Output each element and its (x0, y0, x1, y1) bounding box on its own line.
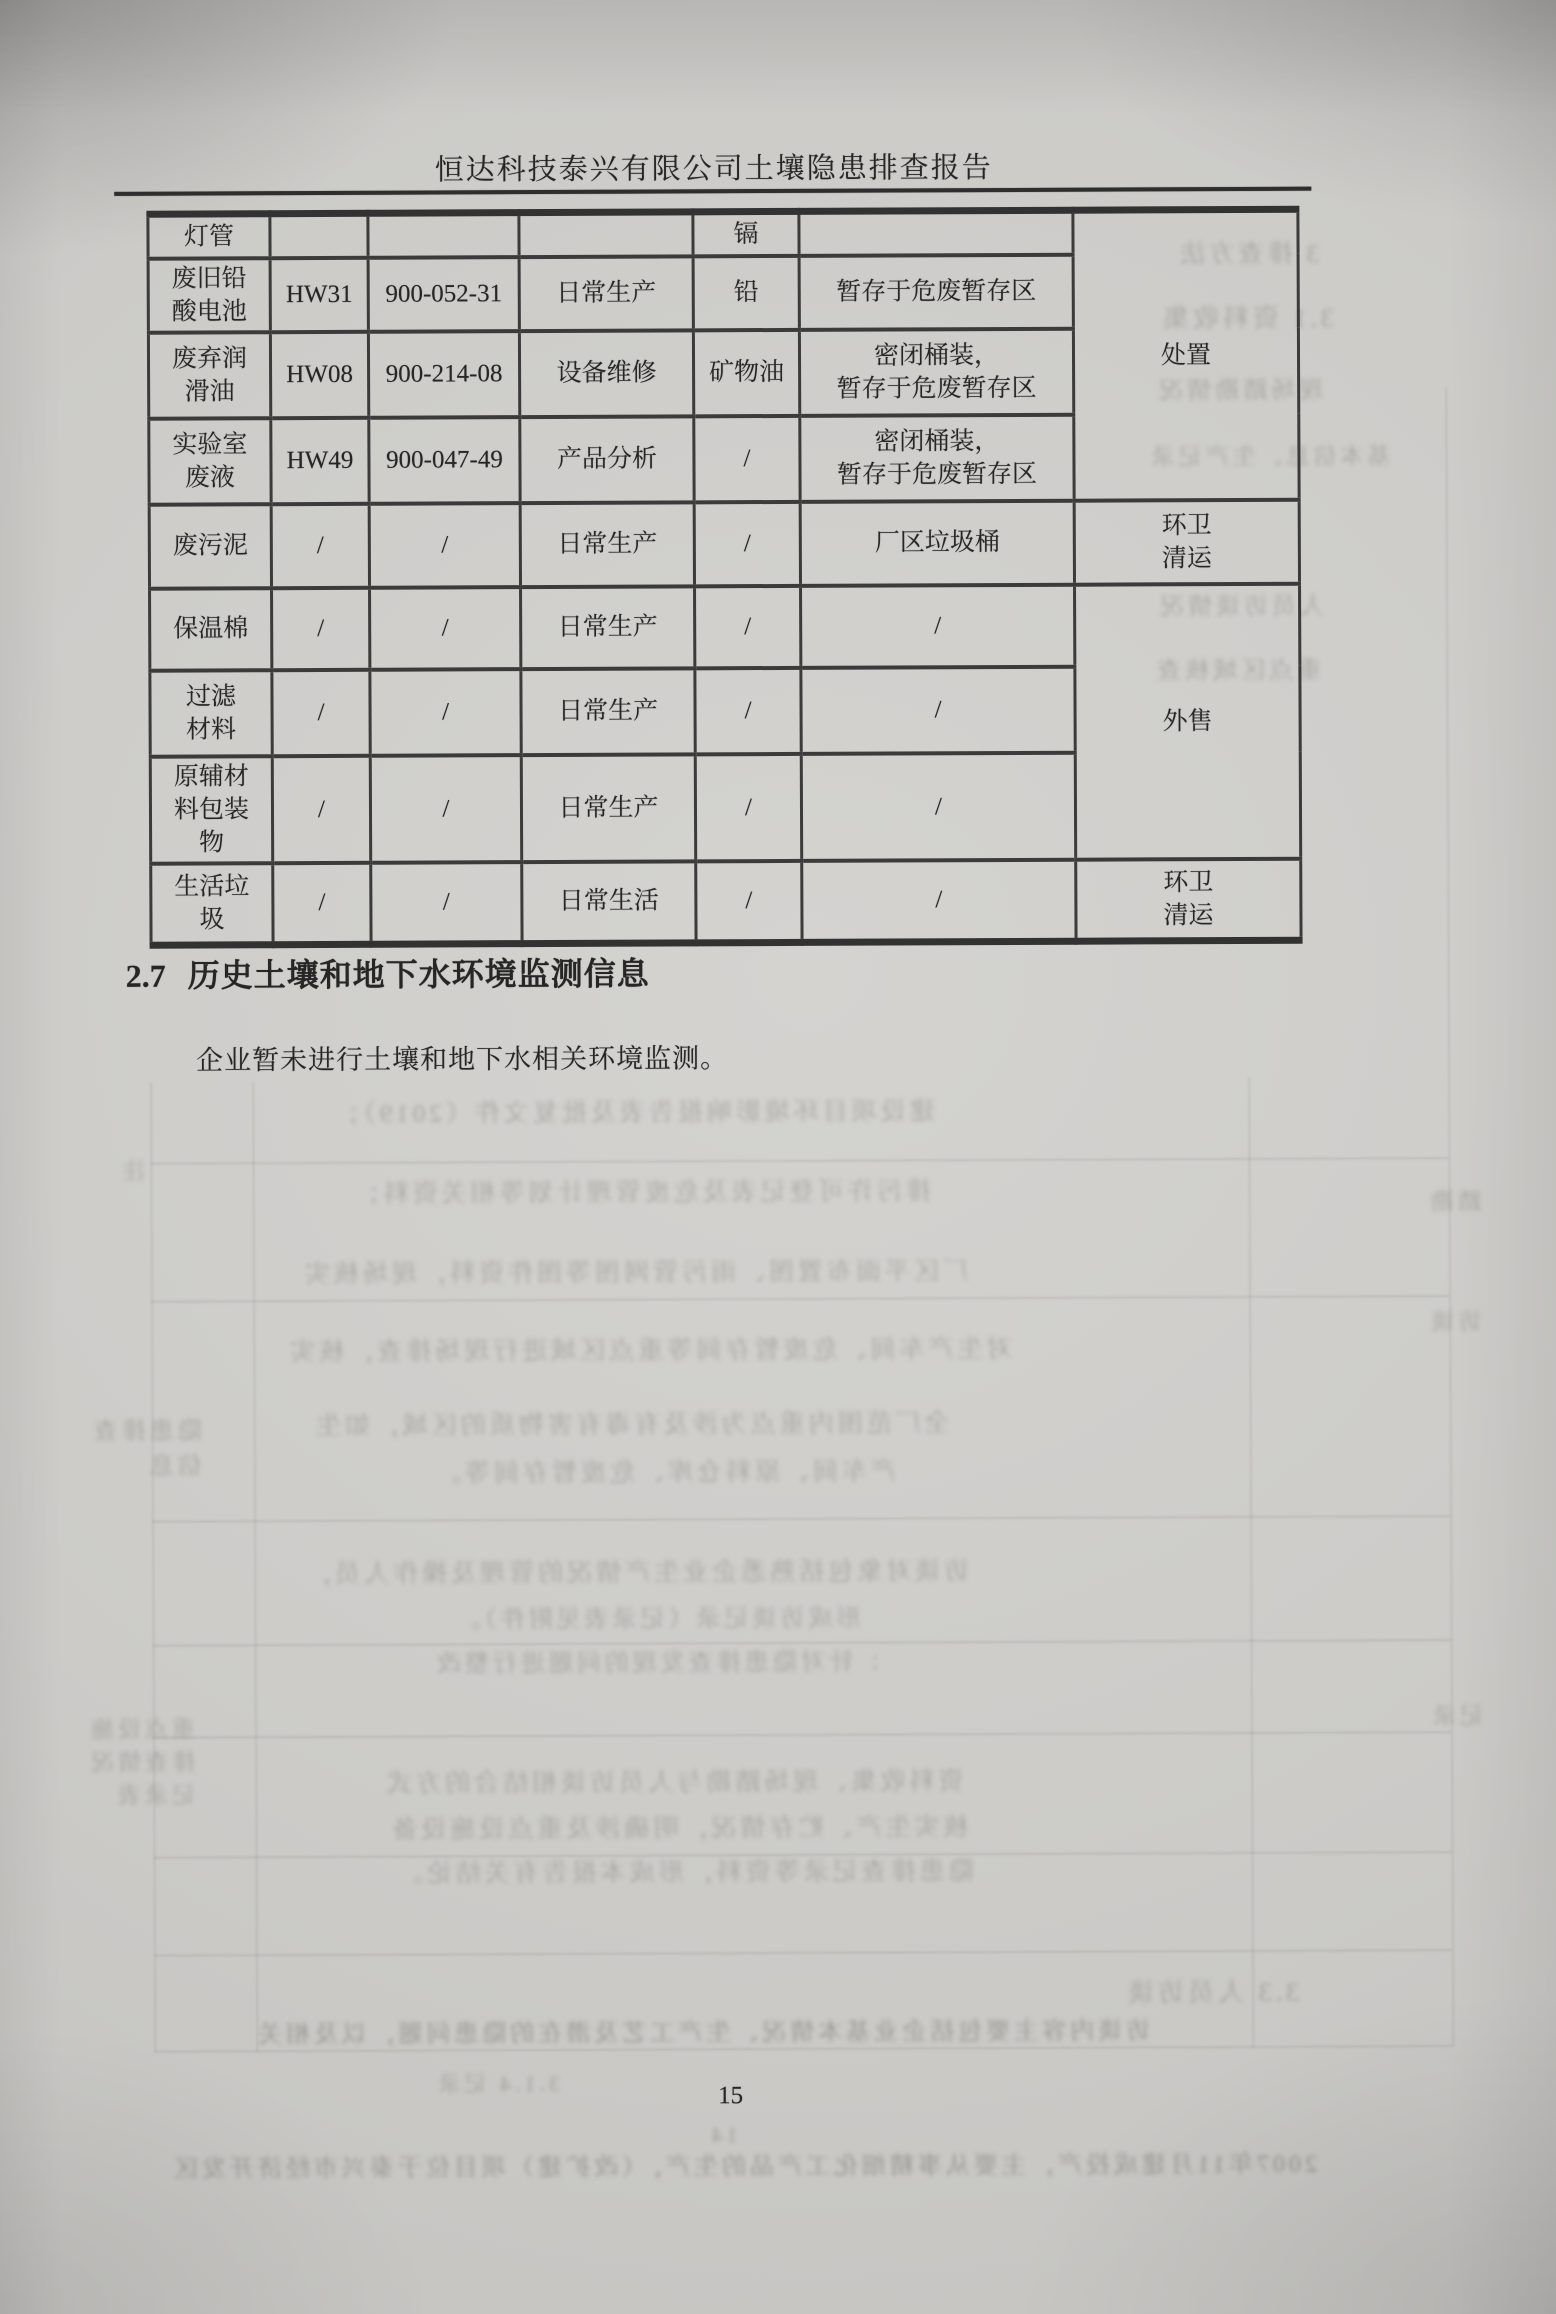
waste-name-cell: 灯管 (148, 214, 270, 259)
bleed-through-text: 访谈对象包括熟悉企业生产情况的管理及操作人员， (302, 1558, 970, 1589)
waste-category-cell: HW08 (270, 331, 368, 417)
waste-code-cell: / (370, 587, 521, 670)
main-component-cell: / (696, 860, 802, 942)
main-component-cell: / (694, 415, 800, 501)
disposal-cell: 处置 (1073, 209, 1299, 500)
generation-stage-cell: 日常生产 (521, 668, 695, 755)
bleed-through-text: 访谈内容主要包括企业基本情况、生产工艺及潜在的隐患问题，以及相关 (254, 2018, 1151, 2049)
bleed-through-text: 3.3 人员访谈 (1124, 1977, 1300, 2008)
waste-code-cell (368, 213, 519, 258)
section-paragraph: 企业暂未进行土壤和地下水相关环境监测。 (196, 1043, 729, 1076)
waste-code-cell: / (369, 503, 520, 588)
bleed-through-text: 14 (707, 2122, 738, 2148)
storage-cell: / (801, 584, 1075, 667)
disposal-cell: 环卫 清运 (1076, 858, 1301, 941)
main-component-cell: / (695, 585, 801, 667)
bleed-through-text: 记录 (1428, 1702, 1484, 1729)
bleed-through-line (151, 1295, 1449, 1303)
waste-name-cell: 保温棉 (150, 588, 272, 671)
table-row (150, 583, 1300, 670)
bleed-through-text: 建设项目环境影响报告表及批复文件（2019）； (330, 1098, 935, 1128)
bleed-through-text: 产车间、原料仓库、危废暂存间等。 (431, 1458, 896, 1488)
storage-cell: / (801, 666, 1075, 753)
waste-code-cell: / (370, 669, 521, 756)
storage-cell: 密闭桶装， 暂存于危废暂存区 (799, 328, 1073, 415)
waste-category-cell: HW49 (271, 417, 369, 503)
storage-cell: 厂区垃圾桶 (800, 500, 1074, 585)
bleed-through-text: 隐患排查记录等资料，形成本报告有关结论。 (393, 1858, 974, 1888)
bleed-through-line (153, 1639, 1451, 1647)
waste-name-cell: 原辅材 料包装 物 (150, 756, 272, 864)
waste-table (146, 206, 1302, 949)
bleed-through-text: 2007年11月建成投产，主要从事精细化工产品的生产，（改扩建）项目位于泰兴市经济开发区 (169, 2151, 1318, 2183)
bleed-through-text: 对生产车间、危废暂存间等重点区域进行现场排查，核实 (286, 1335, 1012, 1367)
waste-name-cell: 实验室 废液 (149, 418, 271, 505)
bleed-through-line (252, 1082, 258, 2052)
bleed-through-text: 现场踏勘情况 (1155, 377, 1324, 405)
bleed-through-text: 基本信息、生产记录 (1147, 443, 1391, 470)
table-row (151, 858, 1301, 945)
generation-stage-cell (519, 212, 693, 257)
main-component-cell: / (695, 667, 801, 753)
waste-category-cell: / (272, 755, 370, 862)
bleed-through-text: ：针对隐患排查发现的问题进行整改 (432, 1649, 881, 1678)
waste-code-cell: 900-047-49 (369, 417, 520, 504)
bleed-through-text: 核实生产、贮存情况，明确涉及重点设施设备 (388, 1814, 969, 1844)
waste-name-cell: 生活垃 圾 (151, 863, 273, 946)
bleed-through-text: 资料收集、现场踏勘与人员访谈相结合的方式 (383, 1768, 964, 1798)
waste-code-cell: 900-052-31 (368, 257, 519, 332)
section-number: 2.7 (125, 957, 166, 994)
main-component-cell: 镉 (693, 211, 799, 255)
waste-category-cell: / (272, 669, 370, 755)
bleed-through-text: 隐患排查 信息 (89, 1418, 202, 1480)
bleed-through-line (1248, 1078, 1254, 2048)
disposal-cell: 环卫 清运 (1074, 499, 1299, 584)
waste-code-cell: 900-214-08 (368, 331, 519, 418)
waste-name-cell: 废污泥 (149, 504, 271, 589)
waste-category-cell: HW31 (270, 257, 368, 331)
generation-stage-cell: 设备维修 (519, 330, 693, 417)
bleed-through-line (154, 1949, 1452, 1957)
main-component-cell: 矿物油 (693, 329, 799, 415)
generation-stage-cell: 日常生活 (522, 861, 696, 944)
main-component-cell: / (695, 753, 801, 860)
bleed-through-text: 3.1 资料收集 (1158, 303, 1334, 334)
storage-cell: / (801, 752, 1075, 860)
waste-category-cell (270, 213, 368, 257)
generation-stage-cell: 日常生产 (521, 586, 695, 669)
bleed-through-text: 3.1.4 记录 (434, 2070, 561, 2097)
generation-stage-cell: 日常生产 (521, 754, 695, 862)
bleed-through-line (150, 1083, 156, 2053)
generation-stage-cell: 日常生产 (520, 502, 694, 587)
bleed-through-line (1445, 387, 1454, 2047)
table-row (148, 209, 1298, 258)
section-heading (126, 949, 650, 997)
storage-cell: / (802, 859, 1076, 942)
bleed-through-line (152, 1515, 1450, 1523)
waste-code-cell: / (371, 862, 522, 945)
bleed-through-text: 重点区域核查 (1153, 657, 1322, 685)
bleed-through-text: 排污许可登记表及危废管理计划等相关资料； (350, 1178, 931, 1208)
bleed-through-line (154, 1851, 1452, 1859)
bleed-through-text: 重点设施 排查情况 记录表 (86, 1716, 196, 1808)
page-number: 15 (718, 2082, 744, 2110)
bleed-through-text: 注 (118, 1158, 145, 1184)
main-component-cell: / (694, 501, 800, 585)
bleed-through-line (154, 2045, 1452, 2053)
waste-category-cell: / (272, 587, 370, 669)
waste-category-cell: / (271, 503, 369, 587)
bleed-through-text: 3 排查方法 (1176, 240, 1320, 269)
bleed-through-text: 全厂范围内重点为涉及有毒有害物质的区域，如生 (311, 1410, 950, 1441)
storage-cell: 暂存于危废暂存区 (799, 254, 1073, 329)
main-component-cell: 铅 (693, 255, 799, 329)
waste-name-cell: 过滤 材料 (150, 670, 272, 757)
table-row (149, 499, 1299, 588)
waste-name-cell: 废弃润 滑油 (148, 332, 270, 419)
bleed-through-text: 厂区平面布置图、雨污管网图等图件资料，现场核实 (300, 1258, 969, 1289)
report-title: 恒达科技泰兴有限公司土壤隐患排查报告 (434, 152, 993, 187)
waste-name-cell: 废旧铅 酸电池 (148, 258, 270, 333)
bleed-through-line (151, 1157, 1449, 1165)
waste-category-cell: / (273, 862, 371, 944)
bleed-through-text: 人员访谈情况 (1156, 593, 1325, 621)
storage-cell: 密闭桶装， 暂存于危废暂存区 (800, 414, 1074, 501)
bleed-through-text: 踏勘 (1426, 1188, 1481, 1215)
bleed-through-text: 形成访谈记录（记录表见附件）。 (452, 1605, 861, 1634)
disposal-cell: 外售 (1075, 583, 1301, 859)
bleed-through-line (153, 1731, 1451, 1739)
generation-stage-cell: 日常生产 (519, 256, 693, 331)
waste-code-cell: / (370, 755, 521, 863)
bleed-through-text: 访谈 (1427, 1308, 1482, 1335)
generation-stage-cell: 产品分析 (520, 416, 694, 503)
section-title: 历史土壤和地下水环境监测信息 (187, 955, 650, 994)
storage-cell (799, 210, 1073, 255)
